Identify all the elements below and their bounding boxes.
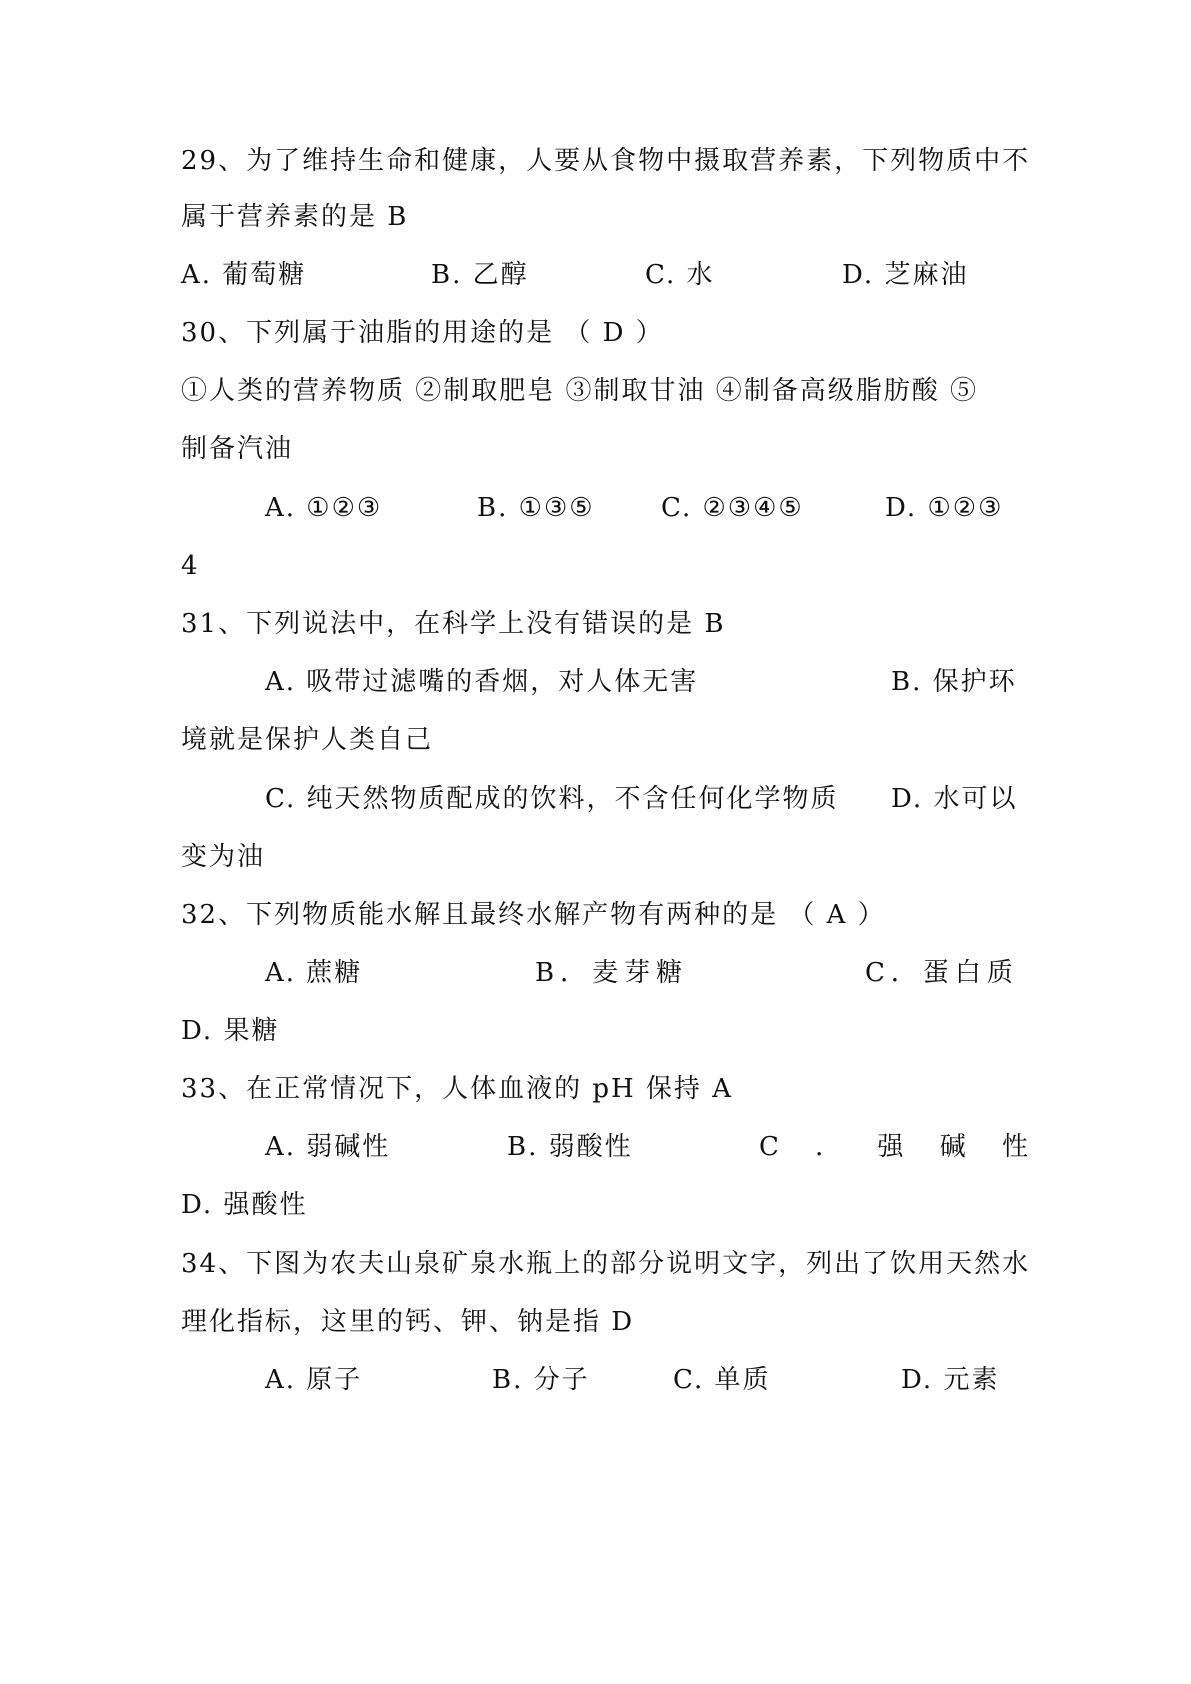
q34-stem-line2: 理化指标，这里的钙、钾、钠是指 D (181, 1307, 635, 1337)
q34-option-c: C. 单质 (673, 1365, 771, 1395)
q32-stem: 32、下列物质能水解且最终水解产物有两种的是 （ A ） (181, 900, 886, 930)
q29-stem-line2: 属于营养素的是 B (181, 202, 409, 232)
q31-option-c: C. 纯天然物质配成的饮料，不含任何化学物质 (265, 784, 839, 814)
q30-option-d-wrap: 4 (181, 551, 200, 581)
q34-option-d: D. 元素 (901, 1365, 1000, 1395)
q29-options (181, 255, 1021, 295)
q30-options (265, 488, 1021, 528)
q30-option-b: B. ①③⑤ (477, 493, 595, 523)
q33-option-b: B. 弱酸性 (507, 1132, 633, 1162)
q29-stem-line1: 29、为了维持生命和健康，人要从食物中摄取营养素，下列物质中不 (181, 146, 1031, 176)
q33-option-c: C ． 强 碱 性 (759, 1132, 1042, 1162)
q30-items-line2: 制备汽油 (181, 434, 294, 464)
q29-option-b: B. 乙醇 (431, 260, 529, 290)
q30-stem: 30、下列属于油脂的用途的是 （ D ） (181, 318, 664, 348)
q31-option-d: D. 水可以 (891, 784, 1018, 814)
q31-option-b: B. 保护环 (891, 667, 1017, 697)
q33-option-a: A. 弱碱性 (265, 1132, 391, 1162)
q34-options (265, 1360, 1021, 1400)
q31-option-a: A. 吸带过滤嘴的香烟，对人体无害 (265, 667, 699, 697)
q32-options (265, 953, 1021, 993)
q34-option-b: B. 分子 (492, 1365, 590, 1395)
q32-option-c: C．蛋白质 (865, 958, 1019, 988)
q31-option-b-wrap: 境就是保护人类自己 (181, 725, 434, 755)
q32-option-a: A. 蔗糖 (265, 958, 363, 988)
q29-option-d: D. 芝麻油 (842, 260, 969, 290)
q33-option-d: D. 强酸性 (181, 1190, 308, 1220)
q34-option-a: A. 原子 (265, 1365, 363, 1395)
q33-stem: 33、在正常情况下，人体血液的 pH 保持 A (181, 1074, 733, 1104)
q33-options (265, 1127, 1042, 1167)
q32-option-d: D. 果糖 (181, 1016, 280, 1046)
q31-option-d-wrap: 变为油 (181, 842, 266, 872)
q30-option-d: D. ①②③ (885, 493, 1004, 523)
q30-option-c: C. ②③④⑤ (661, 493, 804, 523)
q31-options-ab (265, 662, 1021, 702)
q31-stem: 31、下列说法中，在科学上没有错误的是 B (181, 609, 726, 639)
q30-items-line1: ①人类的营养物质 ②制取肥皂 ③制取甘油 ④制备高级脂肪酸 ⑤ (181, 376, 979, 406)
q29-option-c: C. 水 (645, 260, 715, 290)
q32-option-b: B．麦芽糖 (535, 958, 689, 988)
q34-stem-line1: 34、下图为农夫山泉矿泉水瓶上的部分说明文字，列出了饮用天然水 (181, 1249, 1031, 1279)
q29-option-a: A. 葡萄糖 (181, 260, 307, 290)
q30-option-a: A. ①②③ (265, 493, 383, 523)
q31-options-cd (265, 779, 1021, 819)
